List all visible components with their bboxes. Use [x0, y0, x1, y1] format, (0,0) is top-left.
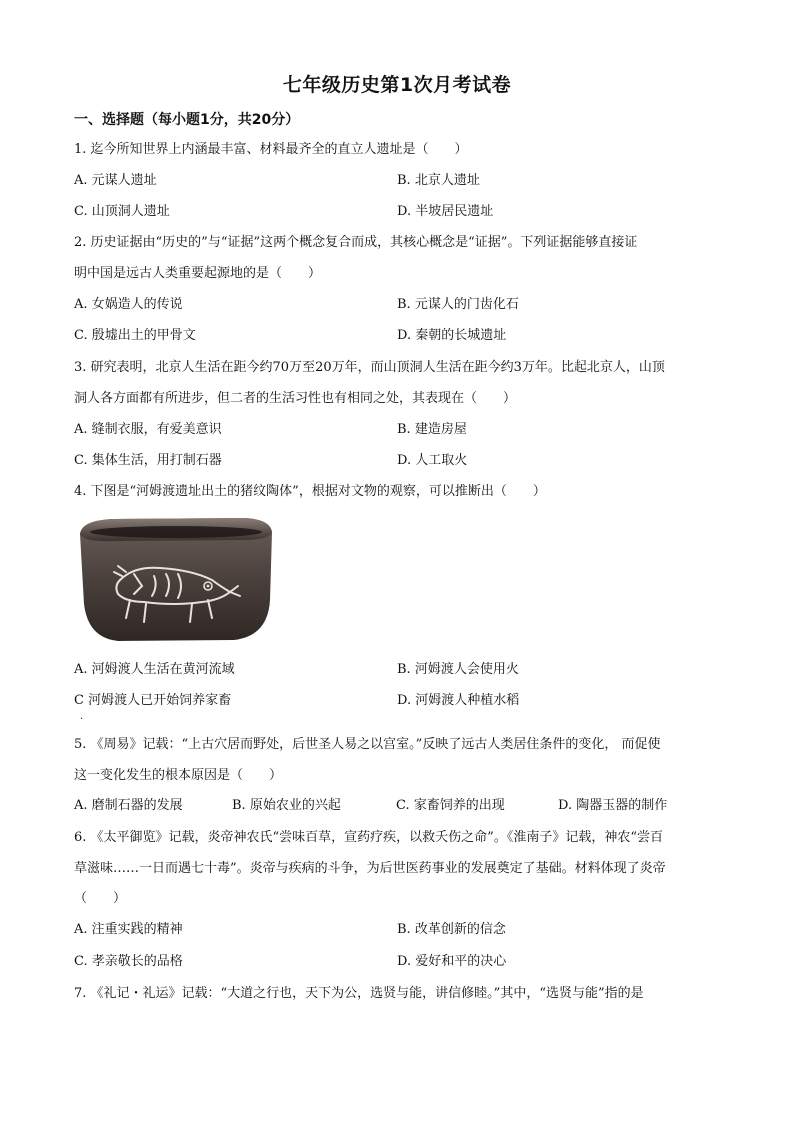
q4-option-a: A. 河姆渡人生活在黄河流域 — [74, 662, 235, 677]
q3-option-a: A. 缝制衣服，有爱美意识 — [74, 422, 222, 437]
q2-option-a: A. 女娲造人的传说 — [74, 297, 183, 312]
page-title: 七年级历史第1次月考试卷 — [282, 74, 512, 96]
question-7-stem-line-1: 7. 《礼记・礼运》记载：“大道之行也，天下为公，选贤与能，讲信修睦。”其中，“选贤与能”指的是 — [74, 986, 644, 1001]
pig-pottery-bowl-image — [74, 514, 276, 644]
question-2-stem-line-2: 明中国是远古人类重要起源地的是（ ） — [74, 266, 322, 281]
question-5-stem-line-2: 这一变化发生的根本原因是（ ） — [74, 768, 283, 783]
q2-option-c: C. 殷墟出土的甲骨文 — [74, 328, 196, 343]
section-heading: 一、选择题（每小题1分，共20分） — [74, 112, 300, 128]
q3-option-d: D. 人工取火 — [397, 453, 468, 468]
q4-option-b: B. 河姆渡人会使用火 — [397, 662, 519, 677]
question-4-stem: 4. 下图是“河姆渡遗址出土的猪纹陶体”，根据对文物的观察，可以推断出（ ） — [74, 484, 546, 499]
q2-option-b: B. 元谋人的门齿化石 — [397, 297, 519, 312]
q5-option-b: B. 原始农业的兴起 — [232, 798, 341, 813]
q3-option-b: B. 建造房屋 — [397, 422, 467, 437]
q5-option-a: A. 磨制石器的发展 — [74, 798, 183, 813]
question-1-stem: 1. 迄今所知世界上内涵最丰富、材料最齐全的直立人遗址是（ ） — [74, 142, 468, 157]
q6-option-b: B. 改革创新的信念 — [397, 922, 506, 937]
q1-option-c: C. 山顶洞人遗址 — [74, 204, 170, 219]
q1-option-a: A. 元谋人遗址 — [74, 173, 157, 188]
question-6-stem-line-3: （ ） — [74, 891, 127, 906]
q6-option-a: A. 注重实践的精神 — [74, 922, 183, 937]
stray-dot: . — [80, 711, 84, 722]
q1-option-d: D. 半坡居民遗址 — [397, 204, 494, 219]
q6-option-d: D. 爱好和平的决心 — [397, 954, 507, 969]
question-6-stem-line-1: 6. 《太平御览》记载，炎帝神农氏“尝味百草，宣药疗疾，以救夭伤之命”。《淮南子》记载，神农“尝百 — [74, 830, 663, 845]
q3-option-c: C. 集体生活，用打制石器 — [74, 453, 222, 468]
question-3-stem-line-1: 3. 研究表明，北京人生活在距今约70万至20万年，而山顶洞人生活在距今约3万年。比起北京人，山顶 — [74, 360, 665, 375]
q4-option-d: D. 河姆渡人种植水稻 — [397, 693, 520, 708]
question-3-stem-line-2: 洞人各方面都有所进步，但二者的生活习性也有相同之处，其表现在（ ） — [74, 391, 517, 406]
question-2-stem-line-1: 2. 历史证据由“历史的”与“证据”这两个概念复合而成，其核心概念是“证据”。下列证据能够直接证 — [74, 235, 638, 250]
q6-option-c: C. 孝亲敬长的品格 — [74, 954, 183, 969]
q2-option-d: D. 秦朝的长城遗址 — [397, 328, 507, 343]
question-6-stem-line-2: 草滋味……一日而遇七十毒”。炎帝与疾病的斗争，为后世医药事业的发展奠定了基础。材料体现了炎帝 — [74, 861, 666, 876]
q5-option-c: C. 家畜饲养的出现 — [396, 798, 505, 813]
q4-option-c: C 河姆渡人已开始饲养家畜 — [74, 693, 232, 708]
question-5-stem-line-1: 5. 《周易》记载：“上古穴居而野处，后世圣人易之以宫室。”反映了远古人类居住条件的变化， 而促使 — [74, 737, 661, 752]
q1-option-b: B. 北京人遗址 — [397, 173, 480, 188]
q5-option-d: D. 陶器玉器的制作 — [558, 798, 668, 813]
